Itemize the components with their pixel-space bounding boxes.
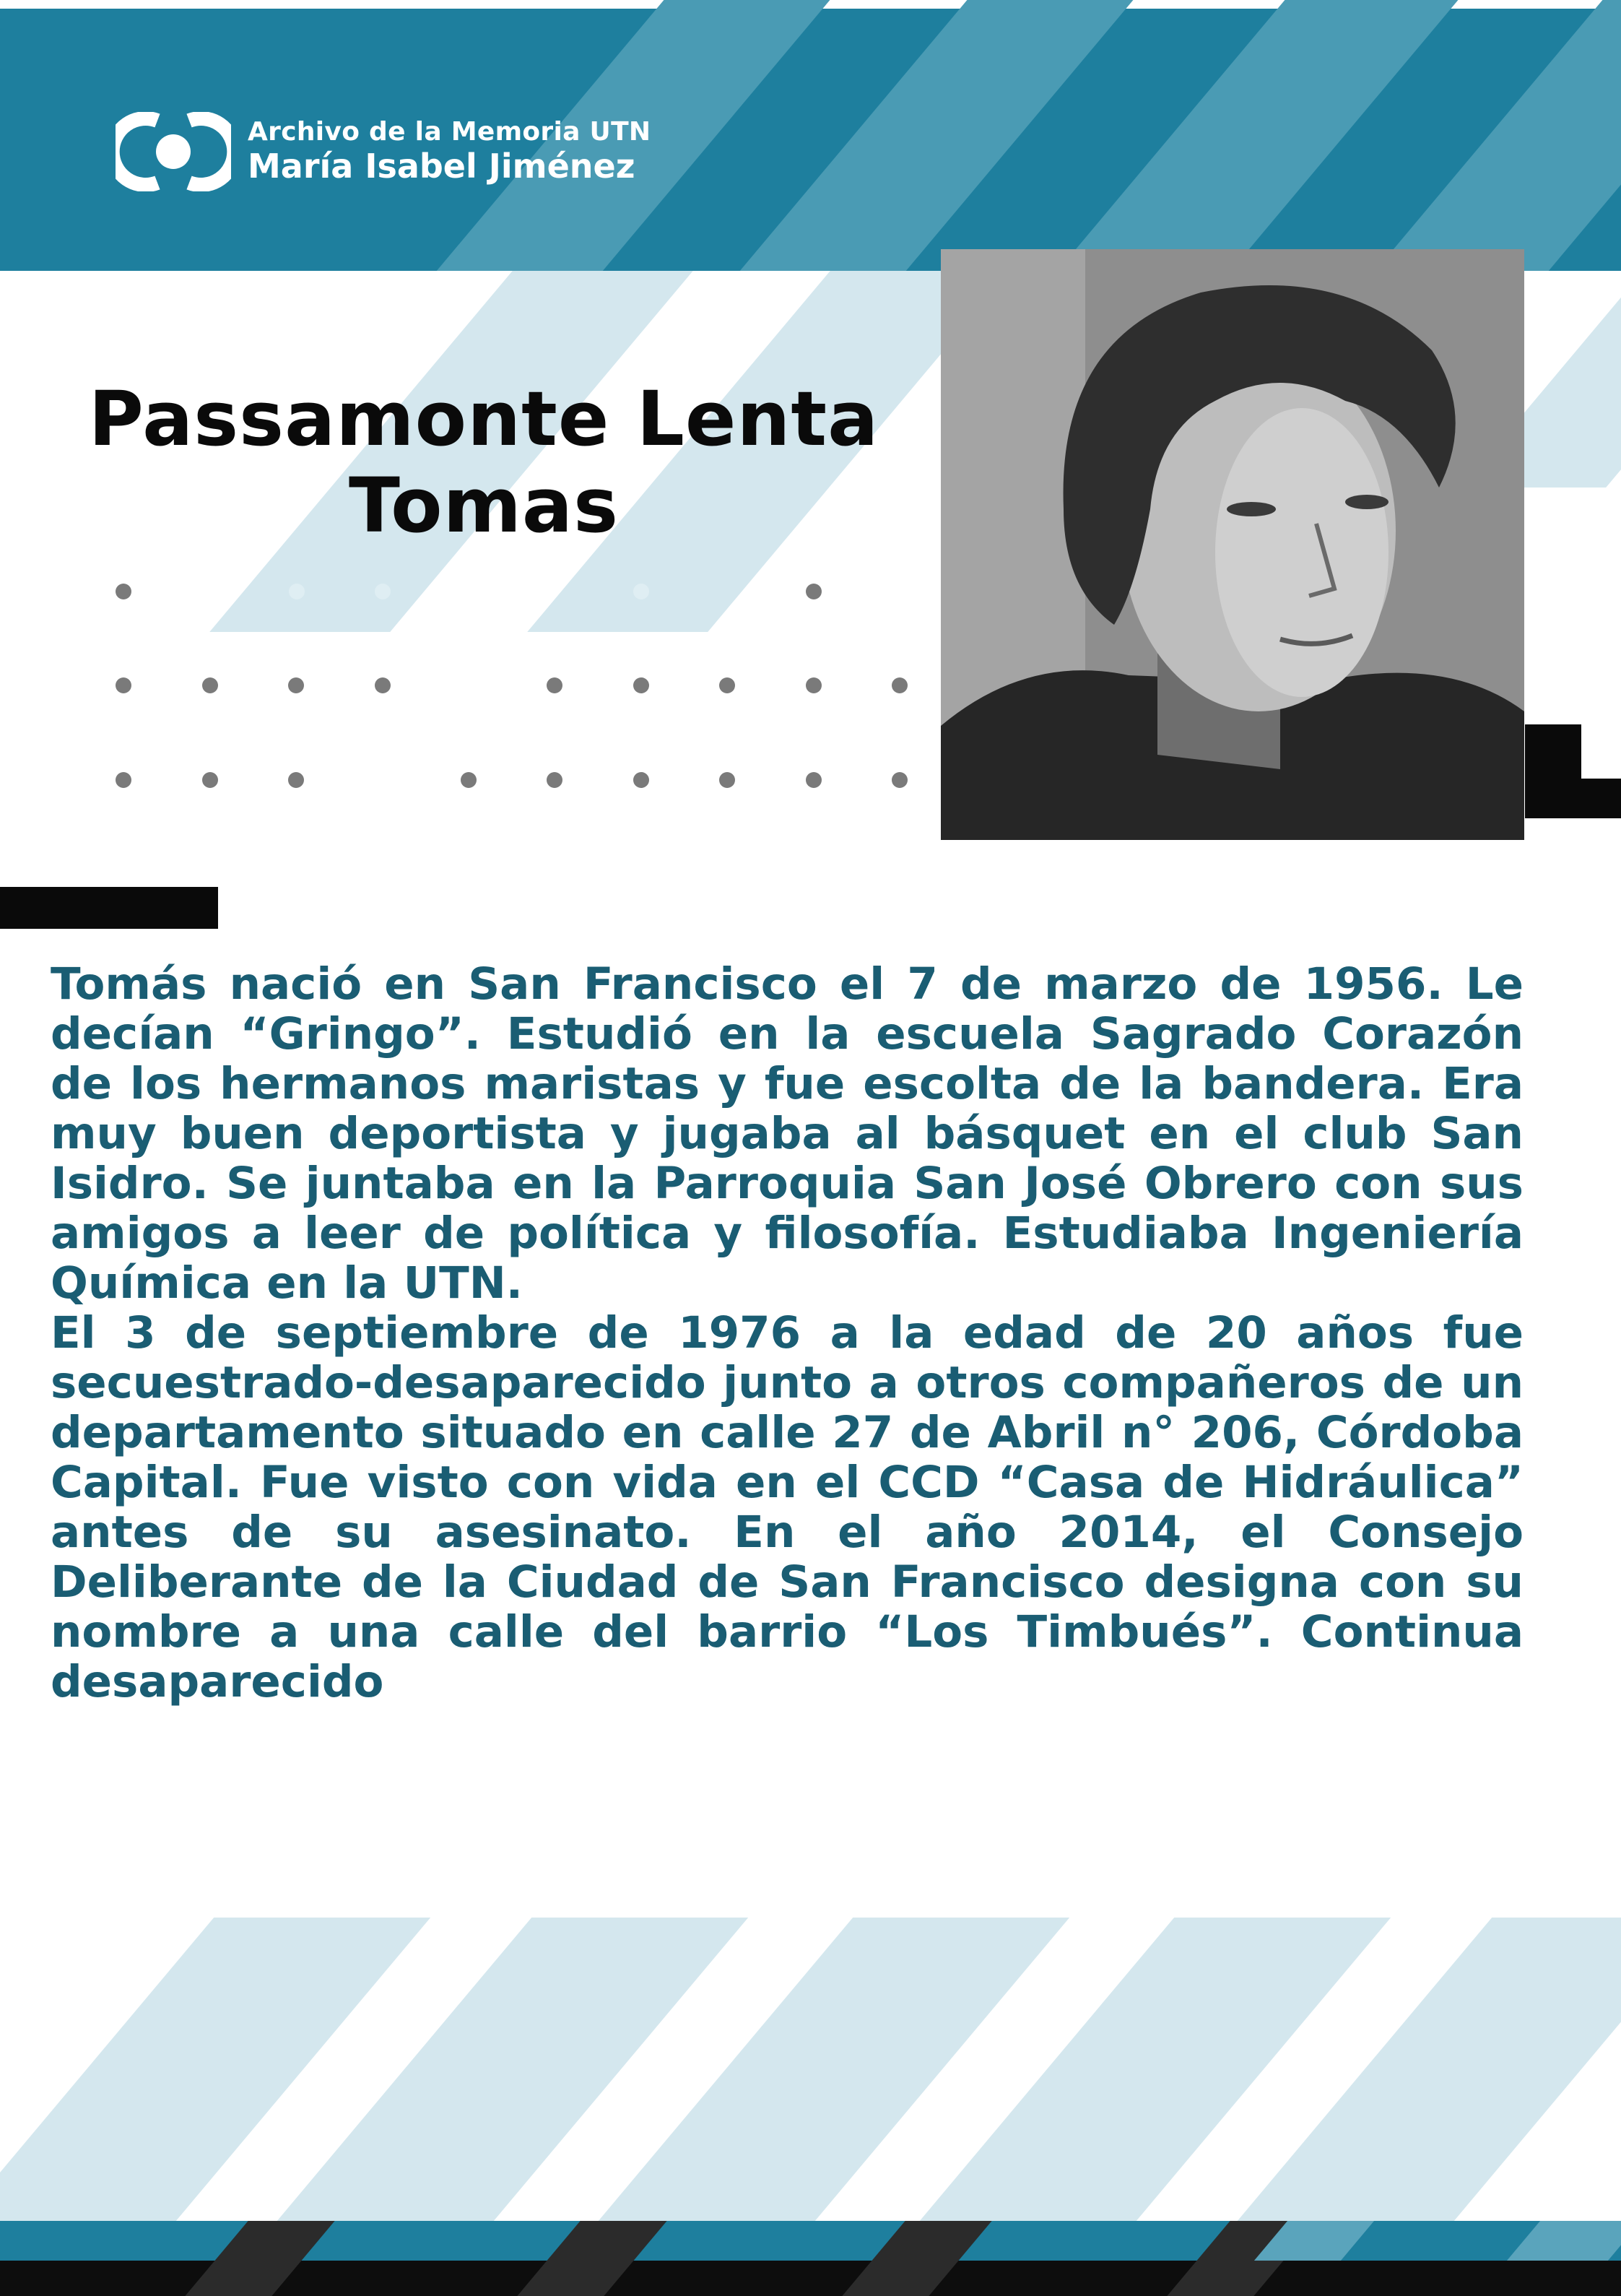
organization-line-2: María Isabel Jiménez <box>248 147 635 186</box>
footer-band <box>0 2221 1621 2296</box>
organization-line-1: Archivo de la Memoria UTN <box>248 117 651 147</box>
organization-name <box>248 117 651 185</box>
accent-bar <box>0 887 218 929</box>
header-band <box>0 0 1621 271</box>
bottom-decor-stripes <box>0 1918 1621 2221</box>
biography-paragraph-1: Tomás nació en San Francisco el 7 de marzo de 1956. Le decían “Gringo”. Estudió en la escuela Sagrado Corazón de los hermanos maristas y fue escolta de la bandera. Era muy buen deportista y jugaba al básquet en el club San Isidro. Se juntaba en la Parroquia San José Obrero con sus amigos a leer de política y filosofía. Estudiaba Ingeniería Química en la UTN. <box>51 958 1524 1309</box>
title-line-2: Tomas <box>348 462 620 550</box>
person-name-title <box>43 376 924 549</box>
biography-text <box>51 959 1524 1707</box>
portrait-photo <box>941 249 1524 840</box>
biography-paragraph-2: El 3 de septiembre de 1976 a la edad de 20 años fue secuestrado-desaparecido junto a otros compañeros de un departamento situado en calle 27 de Abril n° 206, Córdoba Capital. Fue visto con vida en el CCD “Casa de Hidráulica” antes de su asesinato. En el año 2014, el Consejo Deliberante de la Ciudad de San Francisco designa con su nombre a una calle del barrio “Los Timbués”. Continua desaparecido <box>51 1307 1524 1707</box>
archive-ring-logo-icon <box>116 112 231 191</box>
accent-block <box>1525 779 1621 818</box>
title-line-1: Passamonte Lenta <box>88 375 879 463</box>
